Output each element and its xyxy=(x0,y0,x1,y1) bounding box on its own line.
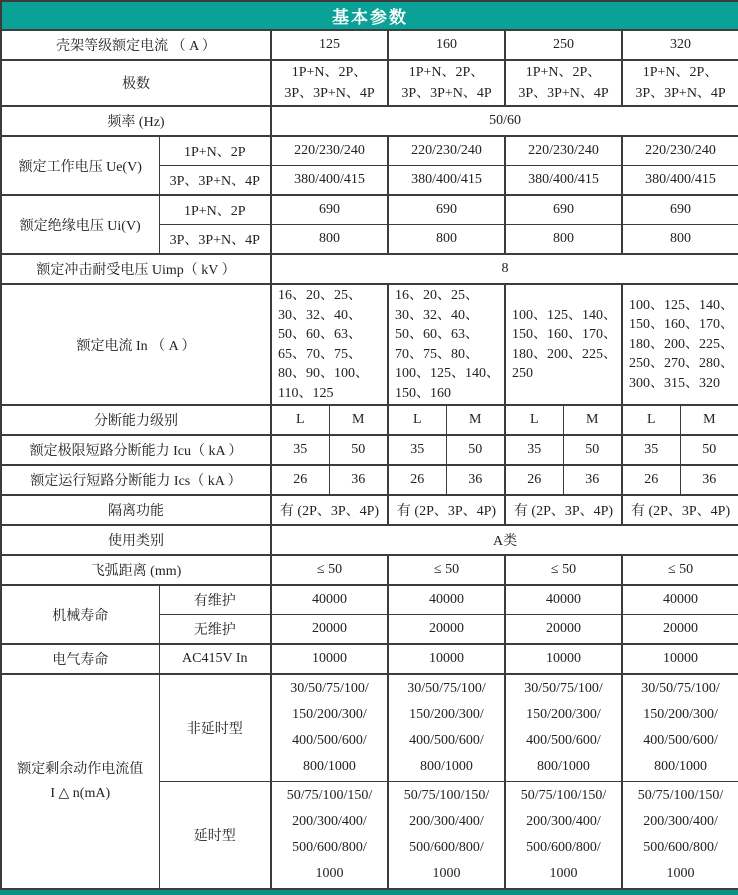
value-cell: 26 xyxy=(271,465,329,495)
row-label: 频率 (Hz) xyxy=(1,106,271,136)
value-cell: 800 xyxy=(271,225,388,255)
value-cell: L xyxy=(388,405,446,435)
value-cell: ≤ 50 xyxy=(388,555,505,585)
table-row xyxy=(1,1,738,30)
value-cell: 690 xyxy=(622,195,738,225)
value-cell: L xyxy=(271,405,329,435)
value-cell: 220/230/240 xyxy=(505,136,622,166)
value-cell: L xyxy=(622,405,680,435)
row-label: 机械寿命 xyxy=(1,585,159,644)
value-cell: 10000 xyxy=(622,644,738,674)
value-cell: 30/50/75/100/ 150/200/300/ 400/500/600/ 800/1000 xyxy=(505,674,622,782)
value-cell: 10000 xyxy=(505,644,622,674)
value-cell: 10000 xyxy=(271,644,388,674)
spec-table-body xyxy=(1,1,738,889)
value-cell: 35 xyxy=(622,435,680,465)
row-sublabel: 1P+N、2P xyxy=(159,195,271,225)
table-row xyxy=(1,644,738,674)
row-label: 隔离功能 xyxy=(1,495,271,525)
table-row xyxy=(1,195,738,225)
value-cell: ≤ 50 xyxy=(271,555,388,585)
table-row xyxy=(1,495,738,525)
row-sublabel: 延时型 xyxy=(159,782,271,890)
table-title: 基本参数 xyxy=(1,1,738,30)
value-cell: 380/400/415 xyxy=(622,166,738,196)
value-cell: 40000 xyxy=(622,585,738,615)
value-cell: 250 xyxy=(505,30,622,60)
value-cell: 800 xyxy=(505,225,622,255)
table-row xyxy=(1,525,738,555)
value-cell: 20000 xyxy=(388,615,505,645)
value-cell: 690 xyxy=(388,195,505,225)
table-row xyxy=(1,284,738,405)
table-row xyxy=(1,60,738,106)
value-cell: ≤ 50 xyxy=(622,555,738,585)
value-cell: 40000 xyxy=(271,585,388,615)
value-cell: M xyxy=(329,405,388,435)
value-cell: 16、20、25、 30、32、40、 50、60、63、 70、75、80、 100、125、140、 150、160 xyxy=(388,284,505,405)
row-sublabel: 1P+N、2P xyxy=(159,136,271,166)
value-cell: 10000 xyxy=(388,644,505,674)
row-label: 额定冲击耐受电压 Uimp（ kV ） xyxy=(1,254,271,284)
value-cell: 380/400/415 xyxy=(388,166,505,196)
row-label: 额定运行短路分断能力 Ics（ kA ） xyxy=(1,465,271,495)
value-cell: 30/50/75/100/ 150/200/300/ 400/500/600/ 800/1000 xyxy=(271,674,388,782)
value-cell: ≤ 50 xyxy=(505,555,622,585)
value-cell: 26 xyxy=(505,465,563,495)
table-row xyxy=(1,555,738,585)
value-cell: 800 xyxy=(388,225,505,255)
table-row xyxy=(1,30,738,60)
value-cell: 36 xyxy=(563,465,622,495)
table-row xyxy=(1,674,738,782)
row-label: 使用类别 xyxy=(1,525,271,555)
value-cell: 有 (2P、3P、4P) xyxy=(388,495,505,525)
value-cell: 800 xyxy=(622,225,738,255)
row-sublabel: 无维护 xyxy=(159,615,271,645)
value-cell: 320 xyxy=(622,30,738,60)
row-label: 分断能力级别 xyxy=(1,405,271,435)
value-cell: 36 xyxy=(329,465,388,495)
value-cell: 220/230/240 xyxy=(622,136,738,166)
row-label: 壳架等级额定电流 （ A ） xyxy=(1,30,271,60)
value-cell: L xyxy=(505,405,563,435)
row-label: 飞弧距离 (mm) xyxy=(1,555,271,585)
value-cell: 36 xyxy=(680,465,738,495)
value-cell: M xyxy=(680,405,738,435)
value-cell: 690 xyxy=(505,195,622,225)
value-cell: 1P+N、2P、 3P、3P+N、4P xyxy=(271,60,388,106)
value-cell: 20000 xyxy=(505,615,622,645)
value-cell: 220/230/240 xyxy=(388,136,505,166)
row-label: 额定电流 In （ A ） xyxy=(1,284,271,405)
value-cell: 380/400/415 xyxy=(505,166,622,196)
value-cell: 1P+N、2P、 3P、3P+N、4P xyxy=(622,60,738,106)
table-row xyxy=(1,585,738,615)
value-cell: 1P+N、2P、 3P、3P+N、4P xyxy=(388,60,505,106)
table-row xyxy=(1,106,738,136)
value-cell: 20000 xyxy=(622,615,738,645)
value-cell: 100、125、140、 150、160、170、 180、200、225、 250 xyxy=(505,284,622,405)
table-row xyxy=(1,136,738,166)
value-cell: 100、125、140、 150、160、170、 180、200、225、 250、270、280、 300、315、320 xyxy=(622,284,738,405)
value-cell: 35 xyxy=(271,435,329,465)
row-sublabel: 3P、3P+N、4P xyxy=(159,225,271,255)
row-label: 极数 xyxy=(1,60,271,106)
value-cell: 35 xyxy=(388,435,446,465)
row-sublabel: 非延时型 xyxy=(159,674,271,782)
table-row xyxy=(1,254,738,284)
value-cell: 1P+N、2P、 3P、3P+N、4P xyxy=(505,60,622,106)
value-cell: 20000 xyxy=(271,615,388,645)
value-cell: 380/400/415 xyxy=(271,166,388,196)
row-label: 额定极限短路分断能力 Icu（ kA ） xyxy=(1,435,271,465)
value-cell: 8 xyxy=(271,254,738,284)
row-label: 额定剩余动作电流值 I △ n(mA) xyxy=(1,674,159,889)
value-cell: 26 xyxy=(388,465,446,495)
value-cell: 50/75/100/150/ 200/300/400/ 500/600/800/ 1000 xyxy=(388,782,505,890)
value-cell: 690 xyxy=(271,195,388,225)
table-row xyxy=(1,465,738,495)
value-cell: 125 xyxy=(271,30,388,60)
row-sublabel: 3P、3P+N、4P xyxy=(159,166,271,196)
row-label: 额定绝缘电压 Ui(V) xyxy=(1,195,159,254)
value-cell: 50/75/100/150/ 200/300/400/ 500/600/800/ 1000 xyxy=(622,782,738,890)
row-sublabel: 有维护 xyxy=(159,585,271,615)
value-cell: 50 xyxy=(446,435,505,465)
value-cell: M xyxy=(563,405,622,435)
value-cell: 36 xyxy=(446,465,505,495)
row-label: 额定工作电压 Ue(V) xyxy=(1,136,159,195)
row-label: 电气寿命 xyxy=(1,644,159,674)
value-cell: A类 xyxy=(271,525,738,555)
value-cell: 30/50/75/100/ 150/200/300/ 400/500/600/ 800/1000 xyxy=(388,674,505,782)
row-sublabel: AC415V In xyxy=(159,644,271,674)
value-cell: 35 xyxy=(505,435,563,465)
value-cell: M xyxy=(446,405,505,435)
value-cell: 40000 xyxy=(388,585,505,615)
value-cell: 有 (2P、3P、4P) xyxy=(271,495,388,525)
value-cell: 40000 xyxy=(505,585,622,615)
table-row xyxy=(1,405,738,435)
value-cell: 30/50/75/100/ 150/200/300/ 400/500/600/ 800/1000 xyxy=(622,674,738,782)
value-cell: 16、20、25、 30、32、40、 50、60、63、 65、70、75、 80、90、100、 110、125 xyxy=(271,284,388,405)
table-row xyxy=(1,435,738,465)
bottom-accent-bar xyxy=(0,890,738,895)
value-cell: 50 xyxy=(329,435,388,465)
value-cell: 50/60 xyxy=(271,106,738,136)
value-cell: 220/230/240 xyxy=(271,136,388,166)
value-cell: 160 xyxy=(388,30,505,60)
value-cell: 50 xyxy=(563,435,622,465)
value-cell: 26 xyxy=(622,465,680,495)
value-cell: 50 xyxy=(680,435,738,465)
value-cell: 50/75/100/150/ 200/300/400/ 500/600/800/ 1000 xyxy=(271,782,388,890)
value-cell: 50/75/100/150/ 200/300/400/ 500/600/800/ 1000 xyxy=(505,782,622,890)
value-cell: 有 (2P、3P、4P) xyxy=(505,495,622,525)
value-cell: 有 (2P、3P、4P) xyxy=(622,495,738,525)
